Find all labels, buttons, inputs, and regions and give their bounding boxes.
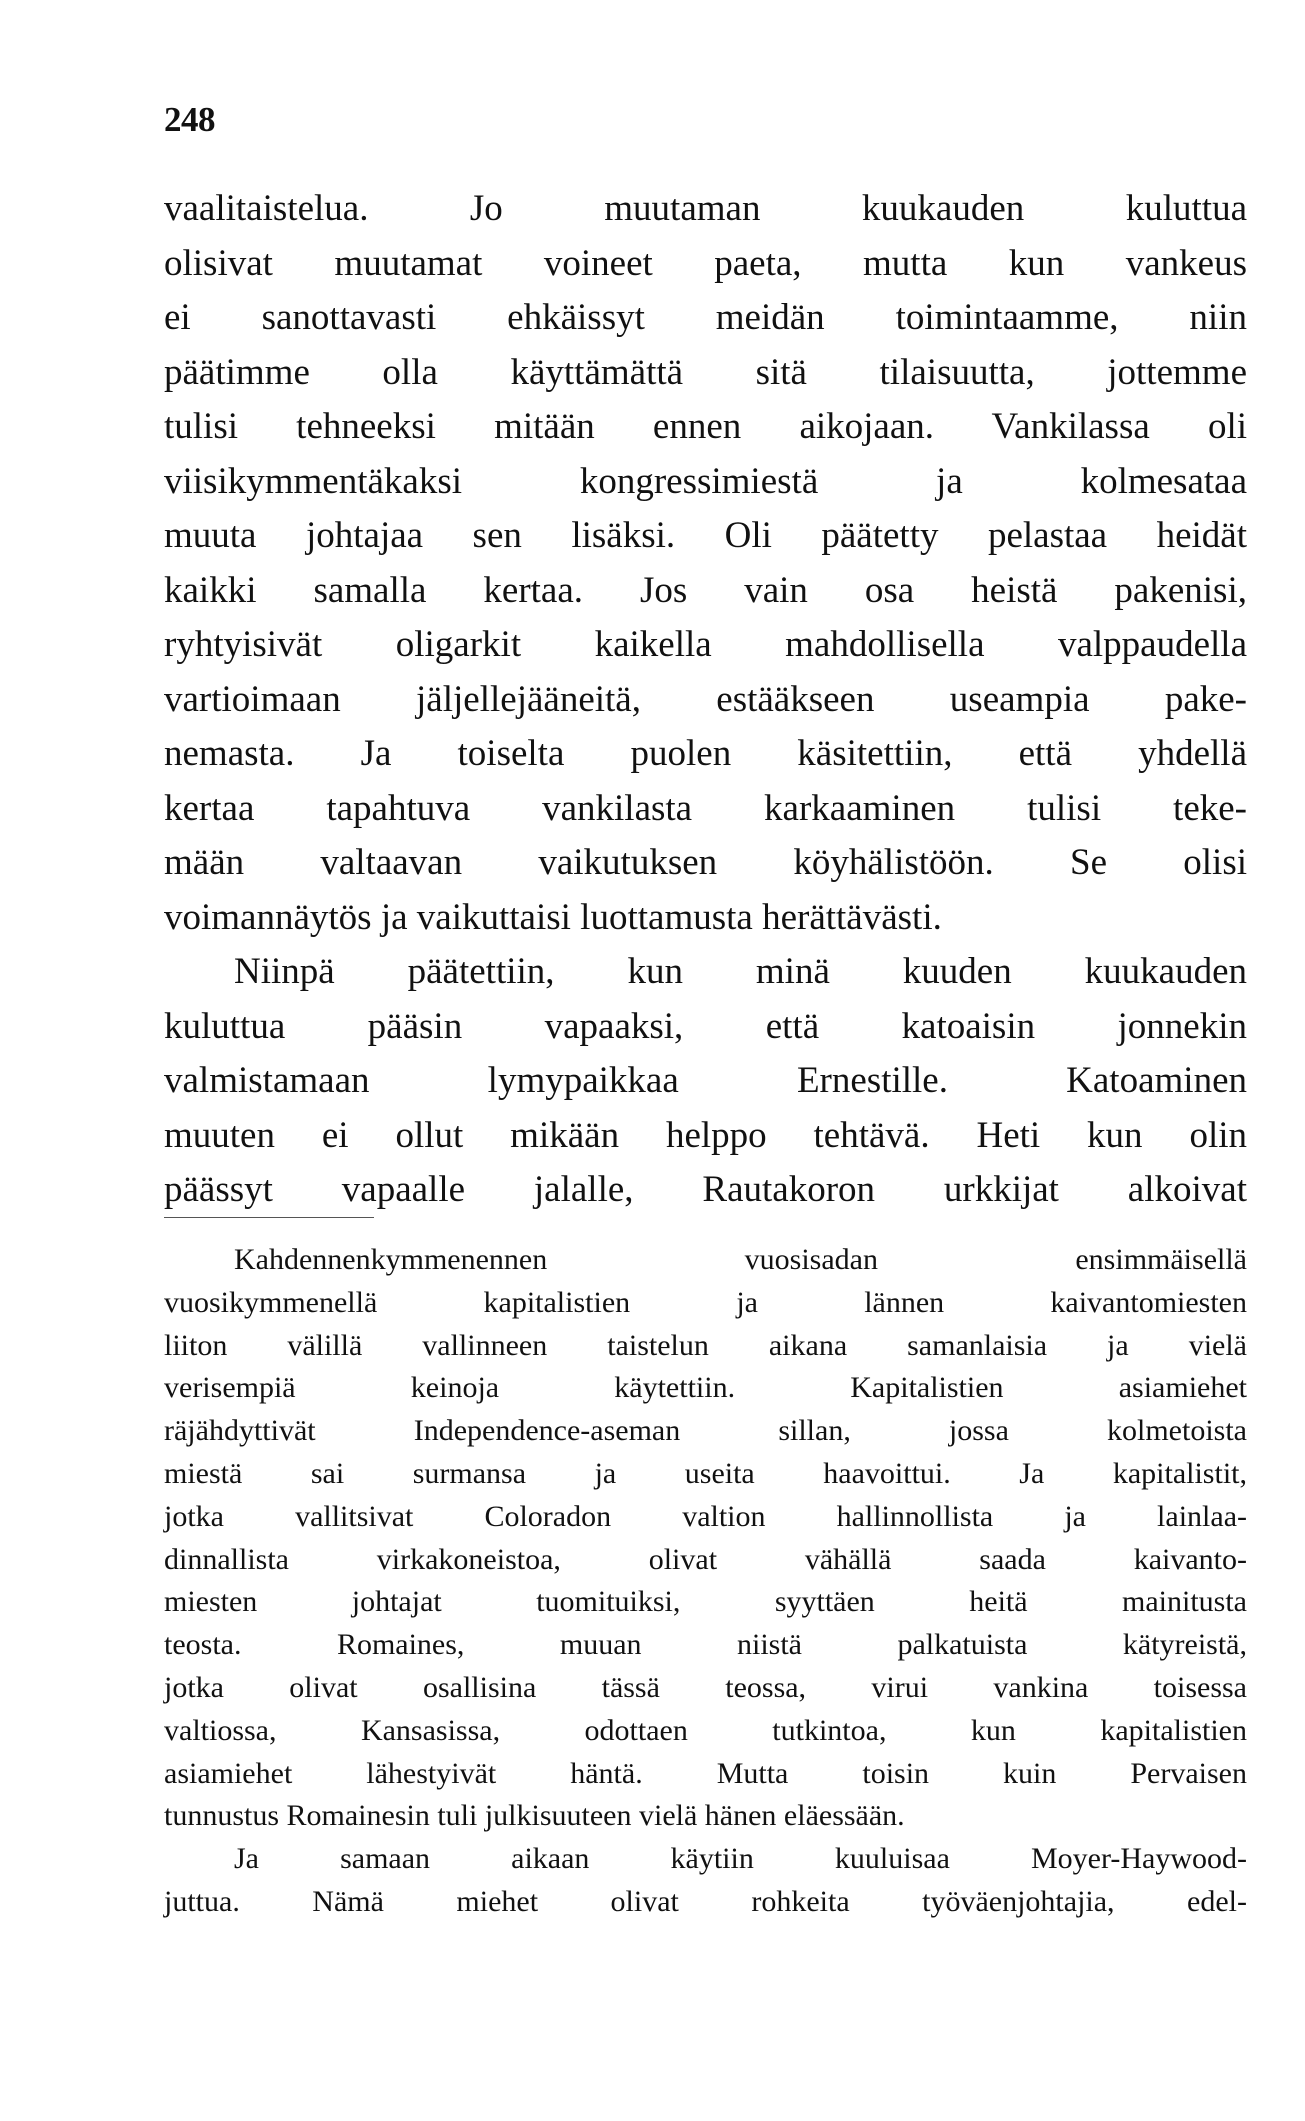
- footnote-line: räjähdyttivät Independence-aseman sillan, jossa kolmetoista: [164, 1414, 1247, 1448]
- main-text-line: viisikymmentäkaksi kongressimiestä ja kolmesataa: [164, 460, 1247, 502]
- main-text-line: päässyt vapaalle jalalle, Rautakoron urkkijat alkoivat: [164, 1169, 1247, 1210]
- page-number: 248: [164, 100, 215, 139]
- footnote-line: teosta. Romaines, muuan niistä palkatuista kätyreistä,: [164, 1628, 1247, 1662]
- main-text-line: olisivat muutamat voineet paeta, mutta kun vankeus: [164, 242, 1247, 284]
- main-text-line: kertaa tapahtuva vankilasta karkaaminen tulisi teke-: [164, 787, 1247, 829]
- main-text-line: valmistamaan lymypaikkaa Ernestille. Katoaminen: [164, 1060, 1247, 1101]
- footnote-line: Kahdennenkymmenennen vuosisadan ensimmäisellä: [234, 1243, 1247, 1276]
- main-text-line: päätimme olla käyttämättä sitä tilaisuutta, jottemme: [164, 351, 1247, 393]
- footnote-divider: [164, 1217, 374, 1218]
- footnote-line: verisempiä keinoja käytettiin. Kapitalistien asiamiehet: [164, 1371, 1247, 1405]
- footnote-line: tunnustus Romainesin tuli julkisuuteen vielä hänen eläessään.: [164, 1799, 905, 1833]
- main-text-line: mään valtaavan vaikutuksen köyhälistöön. Se olisi: [164, 842, 1247, 883]
- main-text-line: ei sanottavasti ehkäissyt meidän toimintaamme, niin: [164, 297, 1247, 338]
- footnote-line: jotka olivat osallisina tässä teossa, virui vankina toisessa: [164, 1670, 1247, 1704]
- footnote-line: jotka vallitsivat Coloradon valtion hallinnollista ja lainlaa-: [164, 1499, 1247, 1533]
- main-text-line: Niinpä päätettiin, kun minä kuuden kuukauden: [234, 951, 1247, 992]
- footnote-line: valtiossa, Kansasissa, odottaen tutkintoa, kun kapitalistien: [164, 1713, 1247, 1747]
- main-text-line: kaikki samalla kertaa. Jos vain osa heistä pakenisi,: [164, 569, 1247, 611]
- main-text-line: tulisi tehneeksi mitään ennen aikojaan. Vankilassa oli: [164, 406, 1247, 447]
- footnote-line: dinnallista virkakoneistoa, olivat vähällä saada kaivanto-: [164, 1542, 1247, 1576]
- main-text: [164, 182, 1247, 1218]
- main-text-line: nemasta. Ja toiselta puolen käsitettiin, että yhdellä: [164, 733, 1247, 774]
- main-text-line: ryhtyisivät oligarkit kaikella mahdollisella valppaudella: [164, 624, 1247, 665]
- footnote-line: Ja samaan aikaan käytiin kuuluisaa Moyer-Haywood-: [234, 1842, 1247, 1876]
- main-text-line: vaalitaistelua. Jo muutaman kuukauden kuluttua: [164, 188, 1247, 229]
- main-text-line: muuten ei ollut mikään helppo tehtävä. Heti kun olin: [164, 1114, 1247, 1156]
- footnote-line: vuosikymmenellä kapitalistien ja lännen kaivantomiesten: [164, 1285, 1247, 1319]
- footnote-line: miesten johtajat tuomituiksi, syyttäen heitä mainitusta: [164, 1585, 1247, 1619]
- main-text-line: voimannäytös ja vaikuttaisi luottamusta herättävästi.: [164, 896, 942, 938]
- footnote-line: liiton välillä vallinneen taistelun aikana samanlaisia ja vielä: [164, 1328, 1247, 1362]
- footnote-text: [164, 1239, 1247, 1924]
- footnote-line: asiamiehet lähestyivät häntä. Mutta toisin kuin Pervaisen: [164, 1756, 1247, 1790]
- footnote-line: juttua. Nämä miehet olivat rohkeita työväenjohtajia, edel-: [164, 1884, 1247, 1918]
- footnote-line: miestä sai surmansa ja useita haavoittui. Ja kapitalistit,: [164, 1456, 1247, 1490]
- main-text-line: vartioimaan jäljellejääneitä, estääkseen useampia pake-: [164, 678, 1247, 720]
- main-text-line: muuta johtajaa sen lisäksi. Oli päätetty pelastaa heidät: [164, 515, 1247, 556]
- main-text-line: kuluttua pääsin vapaaksi, että katoaisin jonnekin: [164, 1005, 1247, 1047]
